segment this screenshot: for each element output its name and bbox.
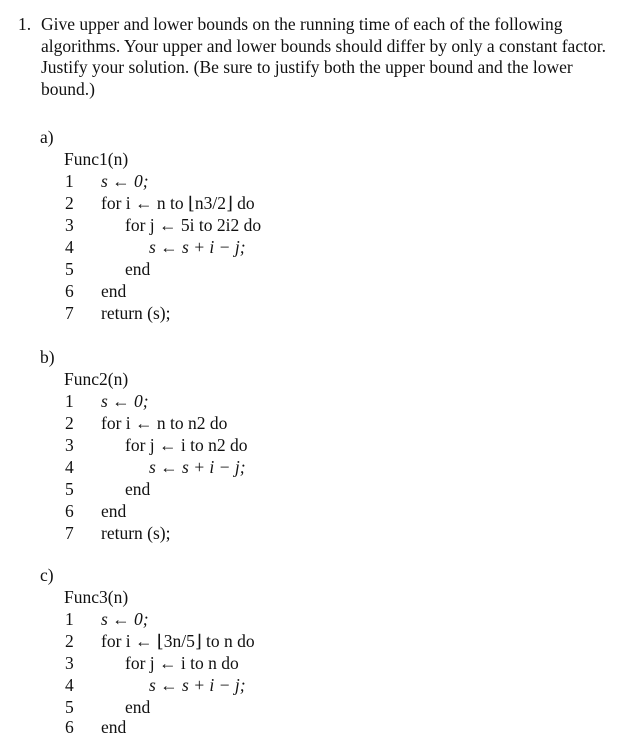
func2-line-3: 3 for j ← i to n2 do: [65, 435, 248, 455]
func2-line-4: 4 s ← s + i − j;: [65, 457, 246, 477]
question-1: [18, 14, 620, 100]
question-text: Give upper and lower bounds on the running time of each of the following algorithms. Your upper and lower bounds should differ by only a constant factor. Justify your solution. (Be sure to justify both the upper bound and the lower bound.): [41, 14, 606, 99]
func2-line-2: 2 for i ← n to n2 do: [65, 413, 228, 433]
func1-line-3: 3 for j ← 5i to 2i2 do: [65, 215, 262, 235]
func3-name: Func3(n): [64, 587, 129, 607]
func3-line-5: 5 end: [65, 697, 151, 717]
func2-line-7: 7 return (s);: [65, 523, 171, 543]
func1-name: Func1(n): [64, 149, 129, 169]
func3-line-1: 1 s ← 0;: [65, 609, 149, 629]
func3-line-3: 3 for j ← i to n do: [65, 653, 239, 673]
func3-line-2: 2 for i ← ⌊3n/5⌋ to n do: [65, 631, 255, 651]
func2-line-5: 5 end: [65, 479, 151, 499]
func1-line-2: 2 for i ← n to ⌊n3/2⌋ do: [65, 193, 255, 213]
part-b-label: b): [40, 347, 55, 367]
func1-line-4: 4 s ← s + i − j;: [65, 237, 246, 257]
func1-line-7: 7 return (s);: [65, 303, 171, 323]
question-number: 1.: [18, 14, 32, 34]
func1-line-1: 1 s ← 0;: [65, 171, 149, 191]
func3-line-4: 4 s ← s + i − j;: [65, 675, 246, 695]
func2-line-6: 6 end: [65, 501, 127, 521]
func2-name: Func2(n): [64, 369, 129, 389]
func3-line-6: 6 end: [65, 717, 127, 737]
func1-line-5: 5 end: [65, 259, 151, 279]
func2-line-1: 1 s ← 0;: [65, 391, 149, 411]
part-c-label: c): [40, 565, 54, 585]
func1-line-6: 6 end: [65, 281, 127, 301]
part-a-label: a): [40, 127, 54, 147]
